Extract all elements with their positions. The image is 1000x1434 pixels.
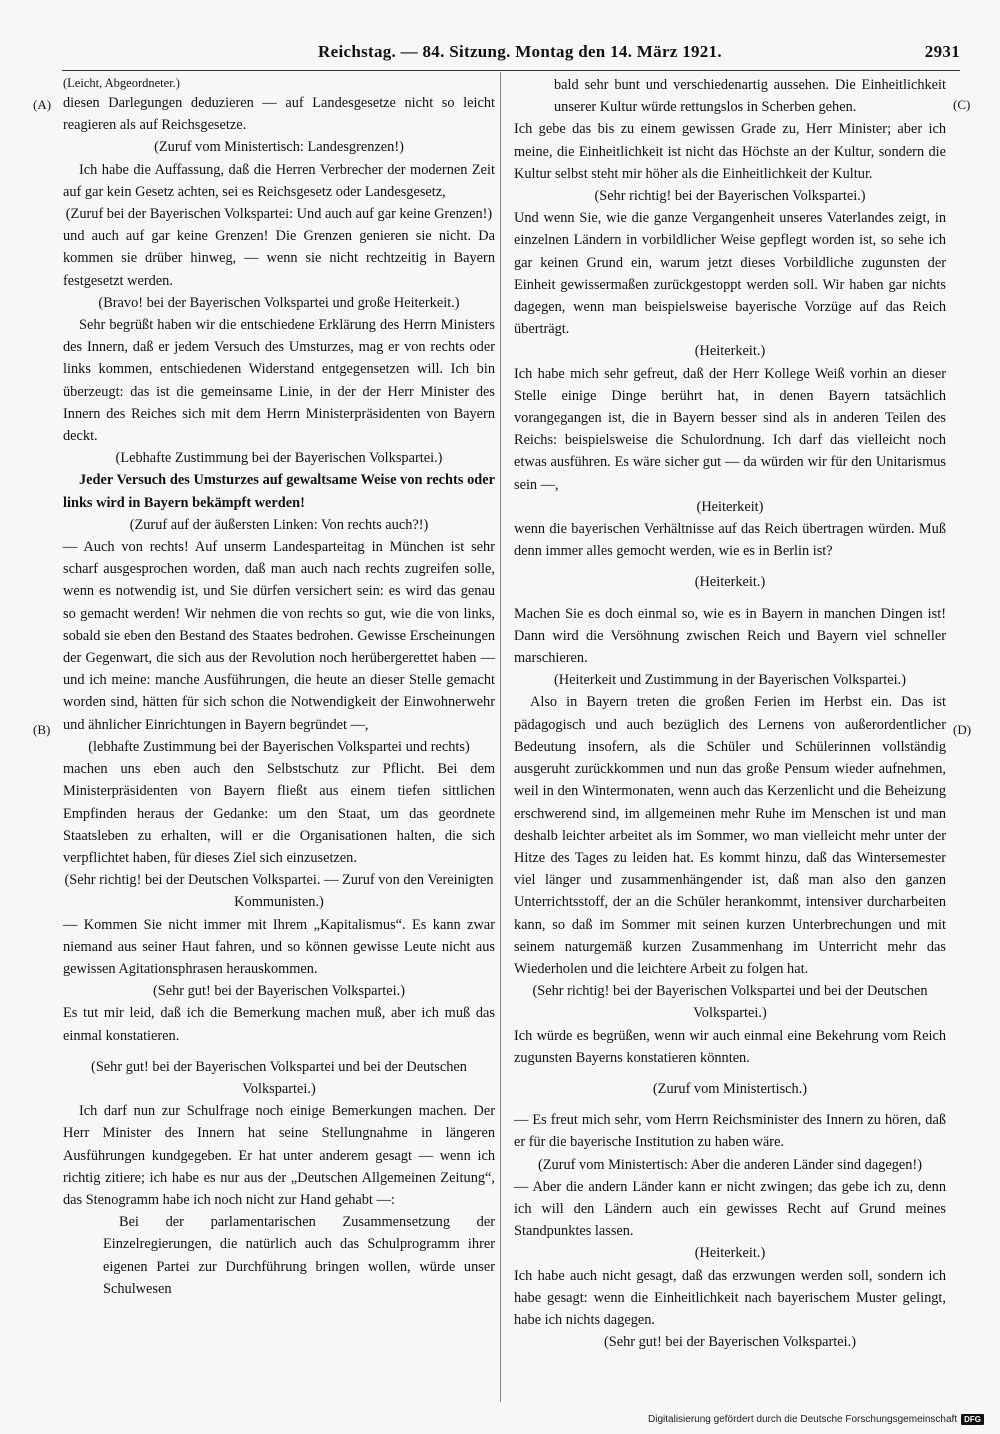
interjection: (Sehr richtig! bei der Bayerischen Volkspartei.) <box>594 188 866 205</box>
interjection: (Zuruf vom Ministertisch.) <box>652 1080 808 1097</box>
interjection: (Heiterkeit und Zustimmung in der Bayerischen Volkspartei.) <box>553 672 906 689</box>
interjection: (Heiterkeit) <box>696 498 764 515</box>
column-divider <box>500 72 501 1402</box>
paragraph: Und wenn Sie, wie die ganze Vergangenheit unseres Vaterlandes zeigt, in einzelnen Ländern in vorbildlicher Weise gepflegt worden ist, so sehe ich gar keinen Grund ein, warum jetzt dieses Vorbildliche zugunsten der Einheit gewissermaßen zurückgestoppt werden soll. Wir haben gar nichts dagegen, wenn man beispielsweise bayerische Vorzüge auf das Reich überträgt. <box>514 210 946 338</box>
paragraph: — Aber die andern Länder kann er nicht zwingen; das gebe ich zu, denn ich will den Ländern auch ein gewisses Recht auf Grund meines Standpunktes lassen. <box>514 1178 946 1240</box>
header-title: Reichstag. — 84. Sitzung. Montag den 14. März 1921. <box>318 42 722 61</box>
paragraph: Ich würde es begrüßen, wenn wir auch einmal eine Bekehrung vom Reich zugunsten Bayerns konstatieren könnten. <box>514 1027 946 1066</box>
paragraph: und auch auf gar keine Grenzen! Die Grenzen genieren sie nicht. Da kommen sie drüber hinweg, — wenn sie nicht rechtzeitig in Bayern festgesetzt werden. <box>63 228 495 289</box>
digitization-footer <box>648 1414 984 1425</box>
right-column <box>514 74 946 1353</box>
paragraph: Sehr begrüßt haben wir die entschiedene Erklärung des Herrn Ministers des Innern, daß er jedem Versuch des Umsturzes, mag er von rechts oder links kommen, entschiedenen Widerstand entgegensetzen will. Ich bin überzeugt: das ist die gemeinsame Linie, in der der Herr Minister des Innern des Reiches sich mit dem Herrn Ministerpräsidenten von Bayern deckt. <box>63 317 495 445</box>
interjection: (Zuruf auf der äußersten Linken: Von rechts auch?!) <box>129 516 429 533</box>
interjection: (Sehr richtig! bei der Deutschen Volkspartei. — Zuruf von den Vereinigten Kommunisten.) <box>64 872 494 911</box>
speaker-label: (Leicht, Abgeordneter.) <box>63 76 180 90</box>
paragraph: — Kommen Sie nicht immer mit Ihrem „Kapitalismus“. Es kann zwar niemand aus seiner Haut fahren, und so können gewisse Leute nicht aus gewissen Agitationsphrasen herauskommen. <box>63 916 495 977</box>
interjection: (Zuruf vom Ministertisch: Landesgrenzen!) <box>154 139 404 156</box>
interjection: (Zuruf vom Ministertisch: Aber die anderen Länder sind dagegen!) <box>538 1156 922 1173</box>
margin-marker-b: (B) <box>33 722 51 737</box>
margin-marker-d: (D) <box>953 722 972 737</box>
paragraph: Ich habe die Auffassung, daß die Herren Verbrecher der modernen Zeit auf gar kein Gesetz achten, sei es Reichsgesetz oder Landesgesetz, <box>63 161 495 200</box>
footer-text: Digitalisierung gefördert durch die Deutsche Forschungsgemeinschaft <box>648 1414 958 1425</box>
paragraph: Machen Sie es doch einmal so, wie es in Bayern in manchen Dingen ist! Dann wird die Versöhnung zwischen Reich und Bayern viel schneller marschieren. <box>514 605 946 667</box>
page-header <box>280 42 960 68</box>
interjection: (Sehr gut! bei der Bayerischen Volkspartei.) <box>152 983 405 1000</box>
interjection: (Sehr gut! bei der Bayerischen Volkspartei und bei der Deutschen Volkspartei.) <box>91 1058 467 1097</box>
interjection: (Heiterkeit.) <box>694 1245 766 1262</box>
paragraph: Ich habe auch nicht gesagt, daß das erzwungen werden soll, sondern ich habe gesagt: wenn die Einheitlichkeit nach bayerischem Muster gelingt, habe ich nichts dagegen. <box>514 1267 946 1328</box>
paragraph: Ich gebe das bis zu einem gewissen Grade zu, Herr Minister; aber ich meine, die Einheitlichkeit ist nicht das Höchste an der Kultur, sondern die Kultur selbst steht mir höher als die Einheitlichkeit der Kultur. <box>514 121 946 182</box>
interjection: (Lebhafte Zustimmung bei der Bayerischen Volkspartei.) <box>115 450 443 467</box>
paragraph: Ich darf nun zur Schulfrage noch einige Bemerkungen machen. Der Herr Minister des Innern hat seine Stellungnahme in längeren Ausführungen kundgegeben. Er hat unter anderem gesagt — wenn ich richtig zitiere; ich habe es nur aus der „Deutschen Allgemeinen Zeitung“, das Stenogramm habe ich noch nicht zur Hand gehabt —: <box>63 1103 495 1208</box>
margin-marker-a: (A) <box>33 97 52 112</box>
interjection: (Zuruf bei der Bayerischen Volkspartei: Und auch auf gar keine Grenzen!) <box>65 206 493 223</box>
dfg-logo-icon: DFG <box>961 1414 984 1425</box>
paragraph: wenn die bayerischen Verhältnisse auf das Reich übertragen würden. Muß denn immer alles gemocht werden, wie es in Berlin ist? <box>514 521 946 560</box>
quotation: bald sehr bunt und verschiedenartig aussehen. Die Einheitlichkeit unserer Kultur würde rettungslos in Scherben gehen. <box>554 77 946 116</box>
interjection: (Heiterkeit.) <box>694 343 766 360</box>
interjection: (lebhafte Zustimmung bei der Bayerischen Volkspartei und rechts) <box>88 738 470 755</box>
interjection: (Heiterkeit.) <box>694 574 766 591</box>
page-number: 2931 <box>924 42 960 61</box>
paragraph: — Auch von rechts! Auf unserm Landesparteitag in München ist sehr scharf ausgesprochen worden, daß man auch nach rechts zugreifen solle, wenn es notwendig ist, und Sie dürfen versichert sein: es wird das genau so gemacht werden! Wir nehmen die von rechts so gut, wie die von links, sobald sie eben den Bestand des Staates bedrohen. Gewisse Erscheinungen der Gegenwart, die sich aus der Revolution noch herübergerettet haben — und ich meine: manche Ausführungen, die heute an dieser Stelle gemacht worden sind, hätten für sich schon die Notwendigkeit der Einwohnerwehr und ähnlicher Einrichtungen in Bayern begründet —, <box>63 539 495 733</box>
paragraph: Es tut mir leid, daß ich die Bemerkung machen muß, aber ich muß das einmal konstatieren. <box>63 1005 495 1044</box>
paragraph: Also in Bayern treten die großen Ferien im Herbst ein. Das ist pädagogisch und auch bezüglich des Lernens von außerordentlicher Bedeutung insofern, als die Schüler und Schülerinnen vollständig ausgeruht zurückkommen und nun das große Pensum wieder aufnehmen, weil in den Wintermonaten, wenn auch das Kerzenlicht und die Beheizung erschwerend sind, im allgemeinen mehr Ruhe im Menschen ist und man deshalb leichter arbeitet als im Sommer, wo man vielleicht mehr unter der Hitze des Tages zu leiden hat. Es kommt hinzu, daß das Wintersemester viel länger und zusammenhängender ist, daß man also den ganzen Unterrichtsstoff, der an die Schüler herankommt, intensiver durcharbeiten kann, so daß im Sommer mit seinen kurzen Unterbrechungen und mit seinem naturgemäß kurzen Zusammenhang im Unterricht mehr das Wiederholen und die leichtere Arbeit zu folgen hat. <box>514 694 946 977</box>
margin-marker-c: (C) <box>953 97 971 112</box>
paragraph: — Es freut mich sehr, vom Herrn Reichsminister des Innern zu hören, daß er für die bayerische Institution zu haben wäre. <box>514 1112 946 1151</box>
interjection: (Sehr richtig! bei der Bayerischen Volkspartei und bei der Deutschen Volkspartei.) <box>532 983 928 1022</box>
header-rule <box>62 70 960 71</box>
paragraph: diesen Darlegungen deduzieren — auf Landesgesetze nicht so leicht reagieren als auf Reichsgesetze. <box>63 95 495 134</box>
quotation: Bei der parlamentarischen Zusammensetzung der Einzelregierungen, die natürlich auch das Schulprogramm ihrer eigenen Partei zur Durchführung bringen wollen, würde unser Schulwesen <box>103 1214 495 1297</box>
paragraph: machen uns eben auch den Selbstschutz zur Pflicht. Bei dem Ministerpräsidenten von Bayern fließt aus einem tiefen sittlichen Empfinden heraus der Gedanke: um den Staat, um das geordnete Staatsleben zu erhalten, will er die Organisationen halten, die sich verpflichtet haben, für dieses Ziel sich einzusetzen. <box>63 761 495 866</box>
interjection: (Bravo! bei der Bayerischen Volkspartei und große Heiterkeit.) <box>98 294 460 311</box>
interjection: (Sehr gut! bei der Bayerischen Volkspartei.) <box>603 1334 856 1351</box>
left-column <box>63 74 495 1300</box>
paragraph: Ich habe mich sehr gefreut, daß der Herr Kollege Weiß vorhin an dieser Stelle einige Dinge berührt hat, in denen Bayern tatsächlich vorangegangen ist, die in Bayern besser sind als in anderen Teilen des Reichs: beispielsweise die Schulordnung. Ich darf das vielleicht noch etwas ausführen. Es wäre sicher gut — da würden wir für den Unitarismus sein —, <box>514 365 946 493</box>
paragraph: Jeder Versuch des Umsturzes auf gewaltsame Weise von rechts oder links wird in Bayern bekämpft werden! <box>63 472 495 511</box>
